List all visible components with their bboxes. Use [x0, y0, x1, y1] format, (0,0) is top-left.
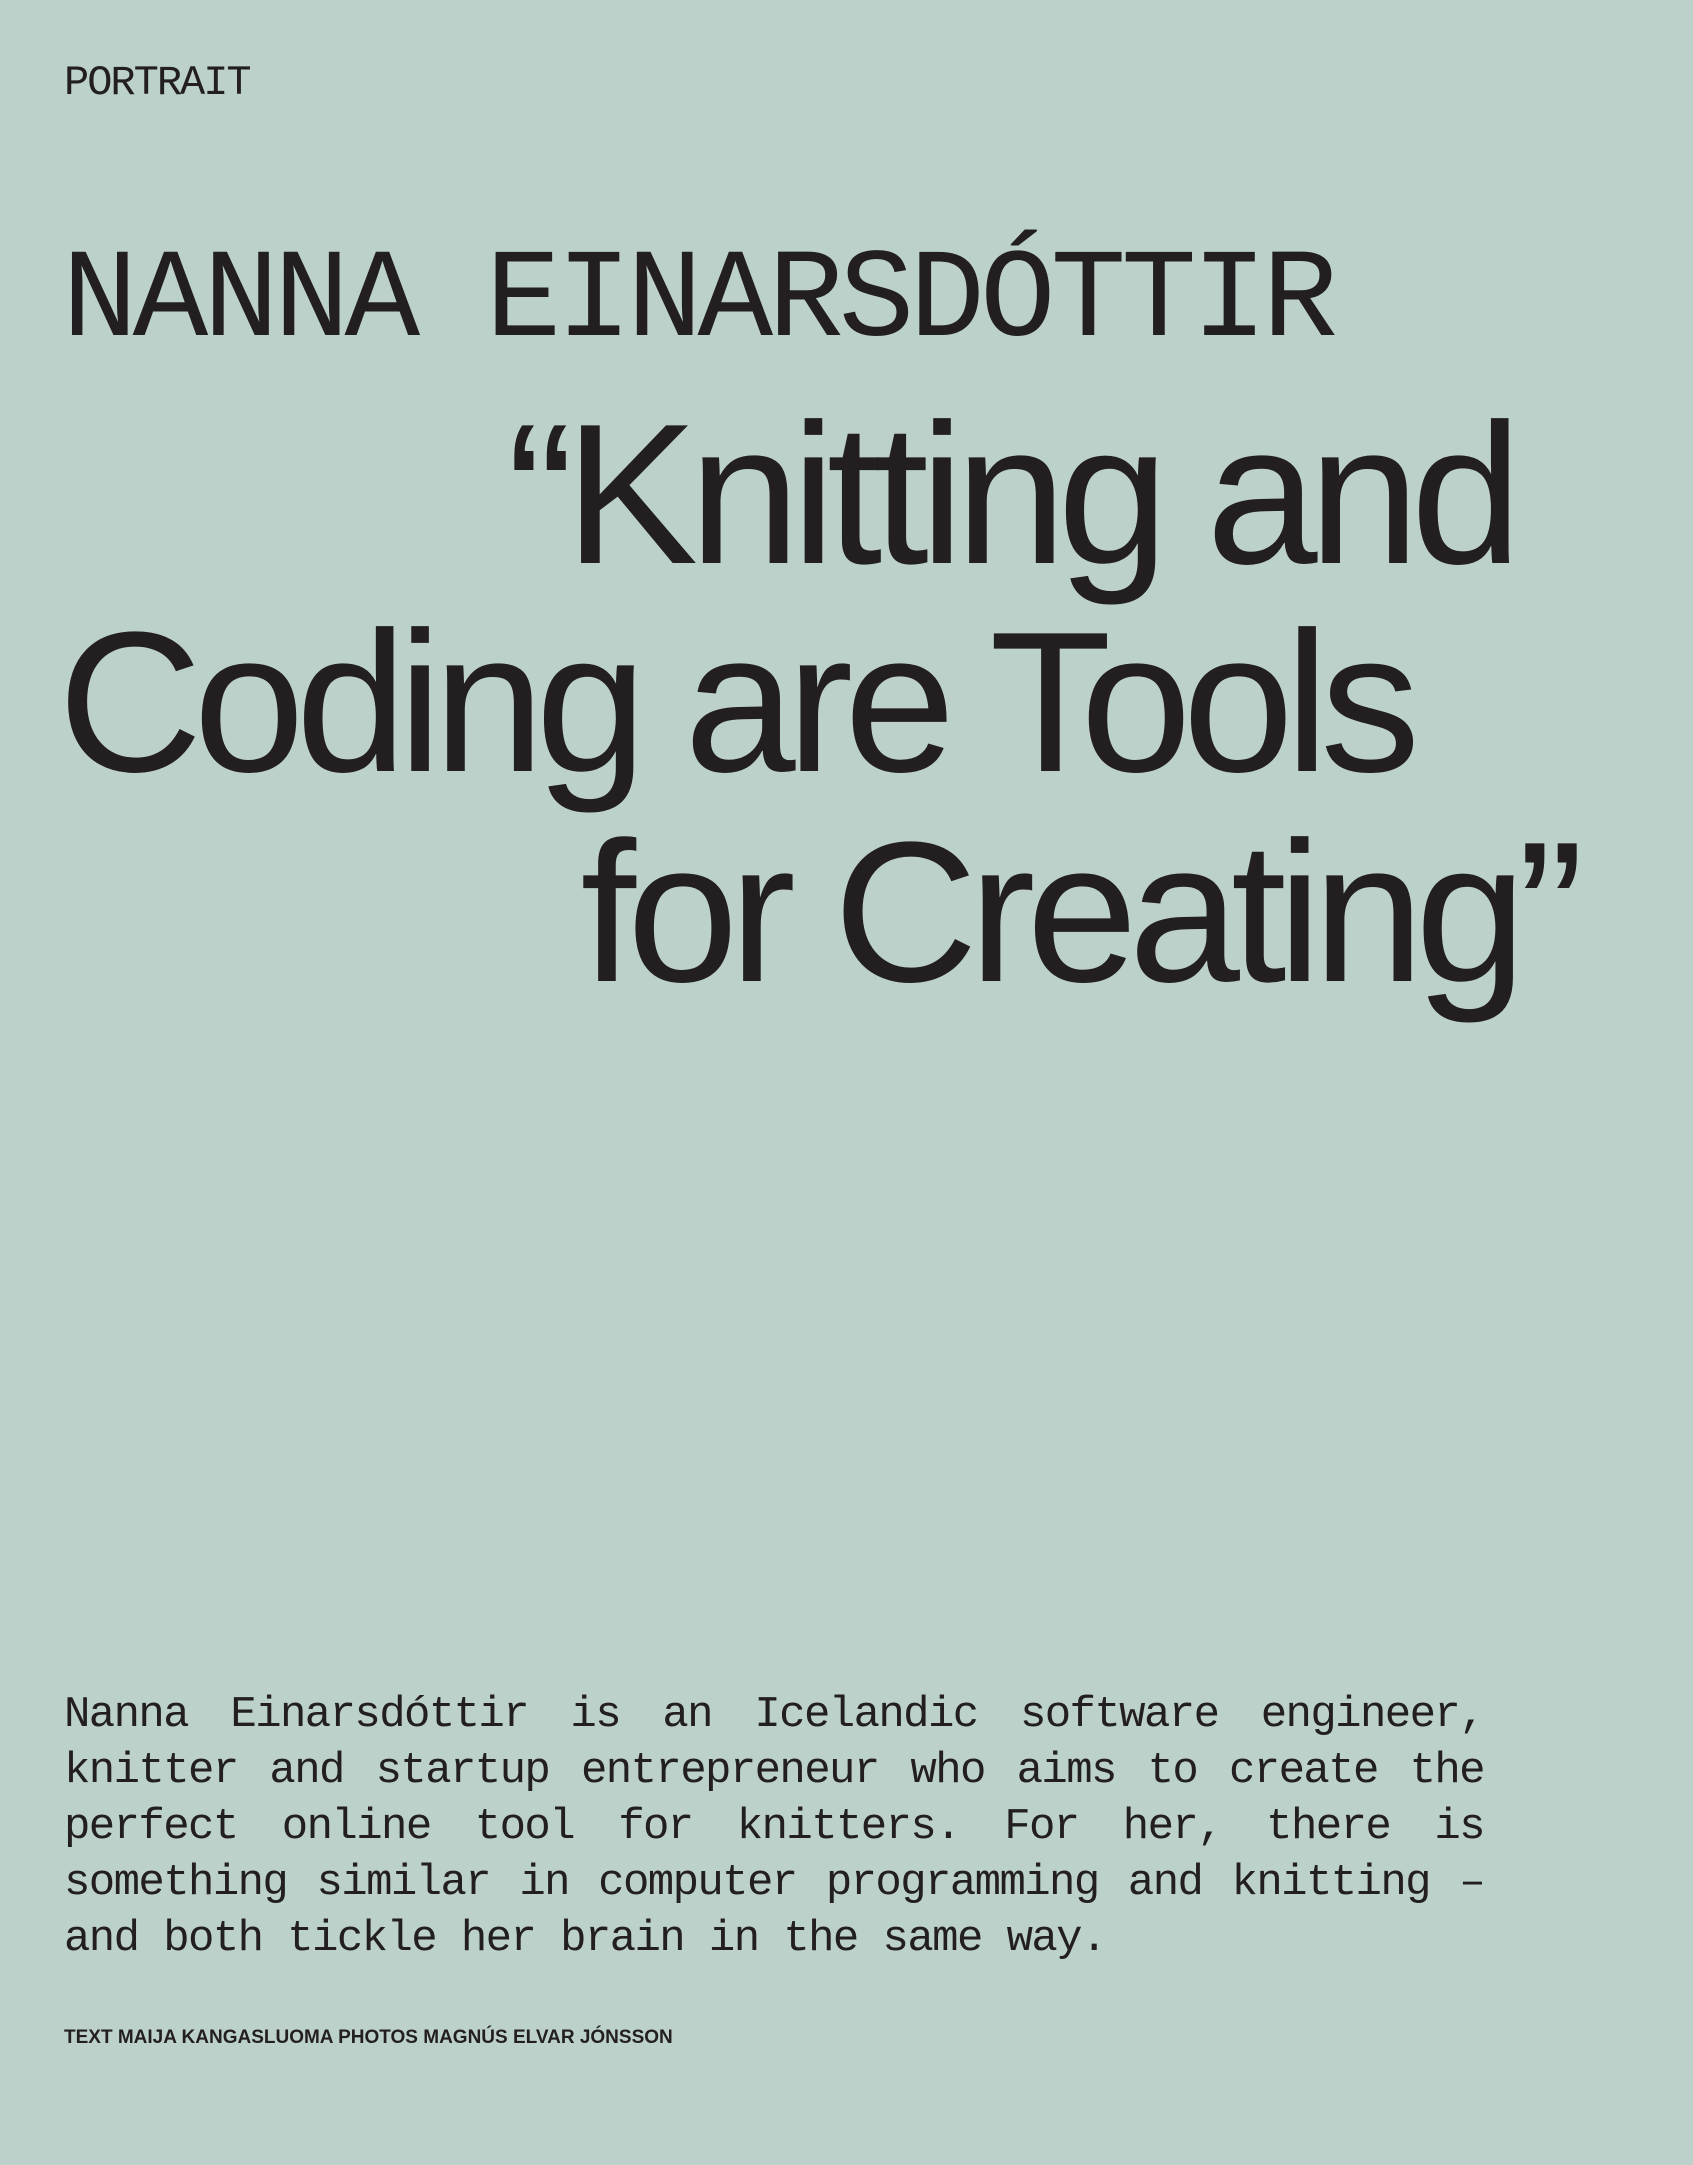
byline-credits: TEXT MAIJA KANGASLUOMA PHOTOS MAGNÚS ELVAR JÓNSSON: [64, 2027, 673, 2048]
intro-paragraph: Nanna Einarsdóttir is an Icelandic software engineer, knitter and startup entrepreneur who aims to create the perfect online tool for knitters. For her, there is something similar in computer programming and knitting – and both tickle her brain in the same way.: [64, 1690, 1484, 1964]
section-label: PORTRAIT: [64, 59, 250, 107]
headline-line-1: “Knitting and: [507, 383, 1513, 606]
headline-line-3: for Creating”: [580, 801, 1575, 1024]
headline-line-2: Coding are Tools: [58, 591, 1412, 814]
person-name: NANNA EINARSDÓTTIR: [62, 230, 1334, 373]
